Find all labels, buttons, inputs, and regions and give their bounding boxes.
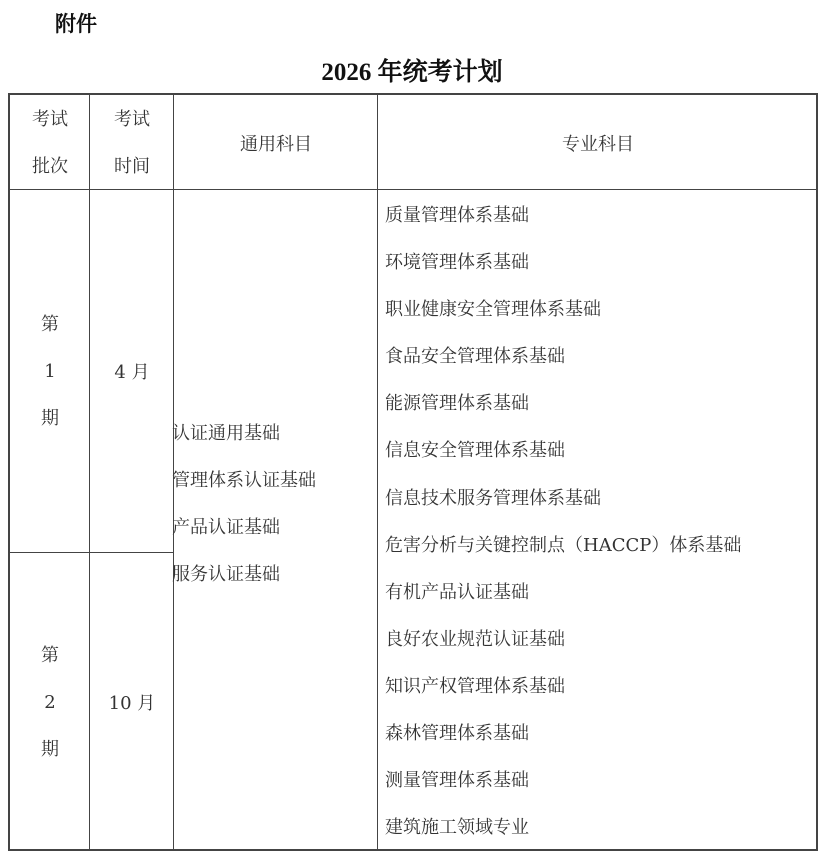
specialized-subject: 质量管理体系基础 [385, 205, 529, 226]
specialized-subject: 良好农业规范认证基础 [385, 628, 565, 650]
header-specialized-subjects: 专业科目 [562, 133, 634, 155]
specialized-subject: 食品安全管理体系基础 [385, 346, 565, 368]
general-subject: 服务认证基础 [172, 564, 280, 585]
page-title: 2026 年统考计划 [321, 59, 503, 86]
general-subject: 管理体系认证基础 [172, 470, 316, 491]
header-time: 考试 时间 [114, 108, 150, 177]
batch-2-cell: 第 2 期 [41, 644, 59, 760]
specialized-subject: 知识产权管理体系基础 [385, 675, 565, 697]
general-subjects-list [172, 410, 316, 598]
header-general-subjects: 通用科目 [240, 133, 312, 155]
general-subject: 认证通用基础 [172, 423, 280, 444]
header-batch: 考试 批次 [32, 108, 68, 177]
specialized-subject: 环境管理体系基础 [385, 252, 529, 274]
attachment-label: 附件 [55, 12, 97, 36]
column-divider [377, 95, 378, 849]
specialized-subject: 信息安全管理体系基础 [385, 440, 565, 462]
specialized-subjects-list [385, 192, 741, 851]
specialized-subject: 建筑施工领域专业 [385, 817, 529, 839]
specialized-subject: 测量管理体系基础 [385, 770, 529, 792]
batch-1-time: 4 月 [114, 362, 150, 383]
specialized-subject: 信息技术服务管理体系基础 [385, 487, 601, 509]
specialized-subject: 能源管理体系基础 [385, 393, 529, 415]
batch-2-time: 10 月 [108, 693, 156, 714]
specialized-subject: 职业健康安全管理体系基础 [385, 299, 601, 321]
general-subject: 产品认证基础 [172, 517, 280, 538]
specialized-subject: 危害分析与关键控制点（HACCP）体系基础 [385, 534, 742, 556]
specialized-subject: 有机产品认证基础 [385, 581, 529, 603]
specialized-subject: 森林管理体系基础 [385, 723, 529, 745]
batch-1-cell: 第 1 期 [41, 313, 59, 429]
